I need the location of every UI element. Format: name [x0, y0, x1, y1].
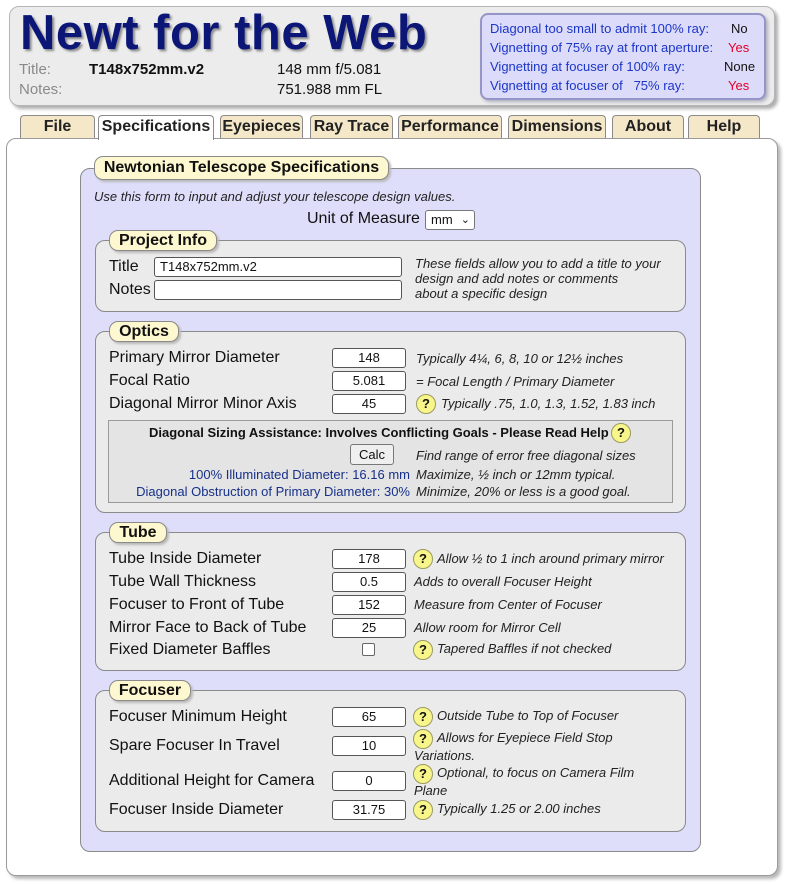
aperture-ratio: 148 mm f/5.081 [277, 61, 382, 78]
project-legend: Project Info [109, 230, 217, 251]
calc-note: Find range of error free diagonal sizes [416, 448, 636, 463]
mirror-to-back-note: Allow room for Mirror Cell [414, 620, 561, 635]
warning-row [490, 59, 685, 77]
tab-ray-trace[interactable]: Ray Trace [310, 115, 393, 139]
warning-value: Yes [728, 40, 750, 55]
warning-row [490, 21, 709, 39]
tab-about[interactable]: About [612, 115, 684, 139]
title-label: Title: [19, 61, 51, 78]
project-title-input[interactable]: T148x752mm.v2 [154, 257, 402, 277]
camera-height-note: Plane [414, 783, 448, 798]
fixed-baffles-note: Tapered Baffles if not checked [437, 641, 612, 656]
primary-diameter-label: Primary Mirror Diameter [109, 349, 280, 366]
focuser-travel-note: Allows for Eyepiece Field Stop [437, 730, 613, 745]
project-notes-label: Notes [109, 281, 151, 298]
focuser-to-front-label: Focuser to Front of Tube [109, 596, 285, 613]
tube-wall-thickness-label: Tube Wall Thickness [109, 573, 257, 590]
tab-performance[interactable]: Performance [398, 115, 502, 139]
optics-legend: Optics [109, 321, 179, 342]
focuser-to-front-input[interactable]: 152 [332, 595, 406, 615]
tube-inside-diameter-input[interactable]: 178 [332, 549, 406, 569]
focuser-travel-label: Spare Focuser In Travel [109, 737, 280, 754]
focuser-min-height-note: Outside Tube to Top of Focuser [437, 708, 619, 723]
tab-specifications[interactable]: Specifications [98, 115, 214, 140]
diagonal-assist-title: Diagonal Sizing Assistance: Involves Conflicting Goals - Please Read Help [149, 425, 609, 440]
focuser-min-height-input[interactable]: 65 [332, 707, 406, 727]
fixed-baffles-checkbox[interactable] [362, 643, 375, 656]
warning-row [490, 40, 713, 58]
focal-ratio-input[interactable]: 5.081 [332, 371, 406, 391]
tube-wall-thickness-input[interactable]: 0.5 [332, 572, 406, 592]
warning-label: Vignetting at focuser of 100% ray: [490, 59, 685, 74]
unit-value: mm [431, 212, 453, 227]
help-icon[interactable]: ? [413, 707, 433, 727]
header-panel [9, 6, 775, 106]
warning-value: No [731, 21, 748, 36]
obstruction-note: Minimize, 20% or less is a good goal. [416, 484, 631, 499]
notes-label: Notes: [19, 81, 63, 98]
project-help-text: about a specific design [415, 286, 548, 301]
camera-height-note: Optional, to focus on Camera Film [437, 765, 635, 780]
warnings-box [480, 13, 766, 100]
specs-intro: Use this form to input and adjust your telescope design values. [94, 189, 456, 204]
project-help-text: These fields allow you to add a title to your [415, 256, 661, 271]
focal-length: 751.988 mm FL [277, 81, 383, 98]
help-icon[interactable]: ? [413, 549, 433, 569]
diagonal-obstruction: Diagonal Obstruction of Primary Diameter: 30% [136, 484, 410, 499]
tab-file[interactable]: File [20, 115, 95, 139]
focal-ratio-label: Focal Ratio [109, 372, 190, 389]
tube-legend: Tube [109, 522, 167, 543]
fixed-baffles-label: Fixed Diameter Baffles [109, 641, 271, 658]
chevron-down-icon: ⌄ [460, 214, 470, 226]
help-icon[interactable]: ? [611, 423, 631, 443]
tab-help[interactable]: Help [688, 115, 760, 139]
camera-height-input[interactable]: 0 [332, 771, 406, 791]
tube-inside-diameter-note: Allow ½ to 1 inch around primary mirror [437, 551, 664, 566]
focuser-inside-diameter-note: Typically 1.25 or 2.00 inches [437, 801, 601, 816]
warning-label: Vignetting of 75% ray at front aperture: [490, 40, 714, 55]
calc-button[interactable]: Calc [350, 444, 394, 465]
focuser-inside-diameter-input[interactable]: 31.75 [332, 800, 406, 820]
unit-label: Unit of Measure [307, 210, 420, 227]
focuser-legend: Focuser [109, 680, 191, 701]
help-icon[interactable]: ? [413, 729, 433, 749]
help-icon[interactable]: ? [413, 640, 433, 660]
unit-select[interactable] [425, 210, 475, 230]
focuser-travel-input[interactable]: 10 [332, 736, 406, 756]
help-icon[interactable]: ? [413, 764, 433, 784]
camera-height-label: Additional Height for Camera [109, 772, 315, 789]
project-title-label: Title [109, 258, 139, 275]
warning-label: Vignetting at focuser of 75% ray: [490, 78, 685, 93]
tab-dimensions[interactable]: Dimensions [508, 115, 606, 139]
tube-wall-thickness-note: Adds to overall Focuser Height [414, 574, 592, 589]
illuminated-note: Maximize, ½ inch or 12mm typical. [416, 467, 616, 482]
mirror-to-back-input[interactable]: 25 [332, 618, 406, 638]
diagonal-minor-axis-label: Diagonal Mirror Minor Axis [109, 395, 297, 412]
warning-value: Yes [728, 78, 750, 93]
tube-inside-diameter-label: Tube Inside Diameter [109, 550, 262, 567]
focal-ratio-note: = Focal Length / Primary Diameter [416, 374, 615, 389]
focuser-min-height-label: Focuser Minimum Height [109, 708, 287, 725]
warning-label: Diagonal too small to admit 100% ray: [490, 21, 709, 36]
help-icon[interactable]: ? [413, 800, 433, 820]
tab-eyepieces[interactable]: Eyepieces [220, 115, 303, 139]
diagonal-minor-axis-note: Typically .75, 1.0, 1.3, 1.52, 1.83 inch [441, 396, 656, 411]
project-help-text: design and add notes or comments [415, 271, 619, 286]
design-title: T148x752mm.v2 [89, 61, 205, 78]
app-title: Newt for the Web [20, 6, 428, 60]
project-notes-input[interactable] [154, 280, 402, 300]
diagonal-minor-axis-input[interactable]: 45 [332, 394, 406, 414]
focuser-travel-note: Variations. [414, 748, 475, 763]
specs-legend: Newtonian Telescope Specifications [94, 156, 389, 180]
primary-diameter-input[interactable]: 148 [332, 348, 406, 368]
focuser-to-front-note: Measure from Center of Focuser [414, 597, 602, 612]
warning-value: None [724, 59, 756, 74]
mirror-to-back-label: Mirror Face to Back of Tube [109, 619, 307, 636]
warning-row [490, 78, 685, 96]
help-icon[interactable]: ? [416, 394, 436, 414]
primary-diameter-note: Typically 4¼, 6, 8, 10 or 12½ inches [416, 351, 624, 366]
focuser-inside-diameter-label: Focuser Inside Diameter [109, 801, 284, 818]
illuminated-diameter: 100% Illuminated Diameter: 16.16 mm [188, 467, 410, 482]
